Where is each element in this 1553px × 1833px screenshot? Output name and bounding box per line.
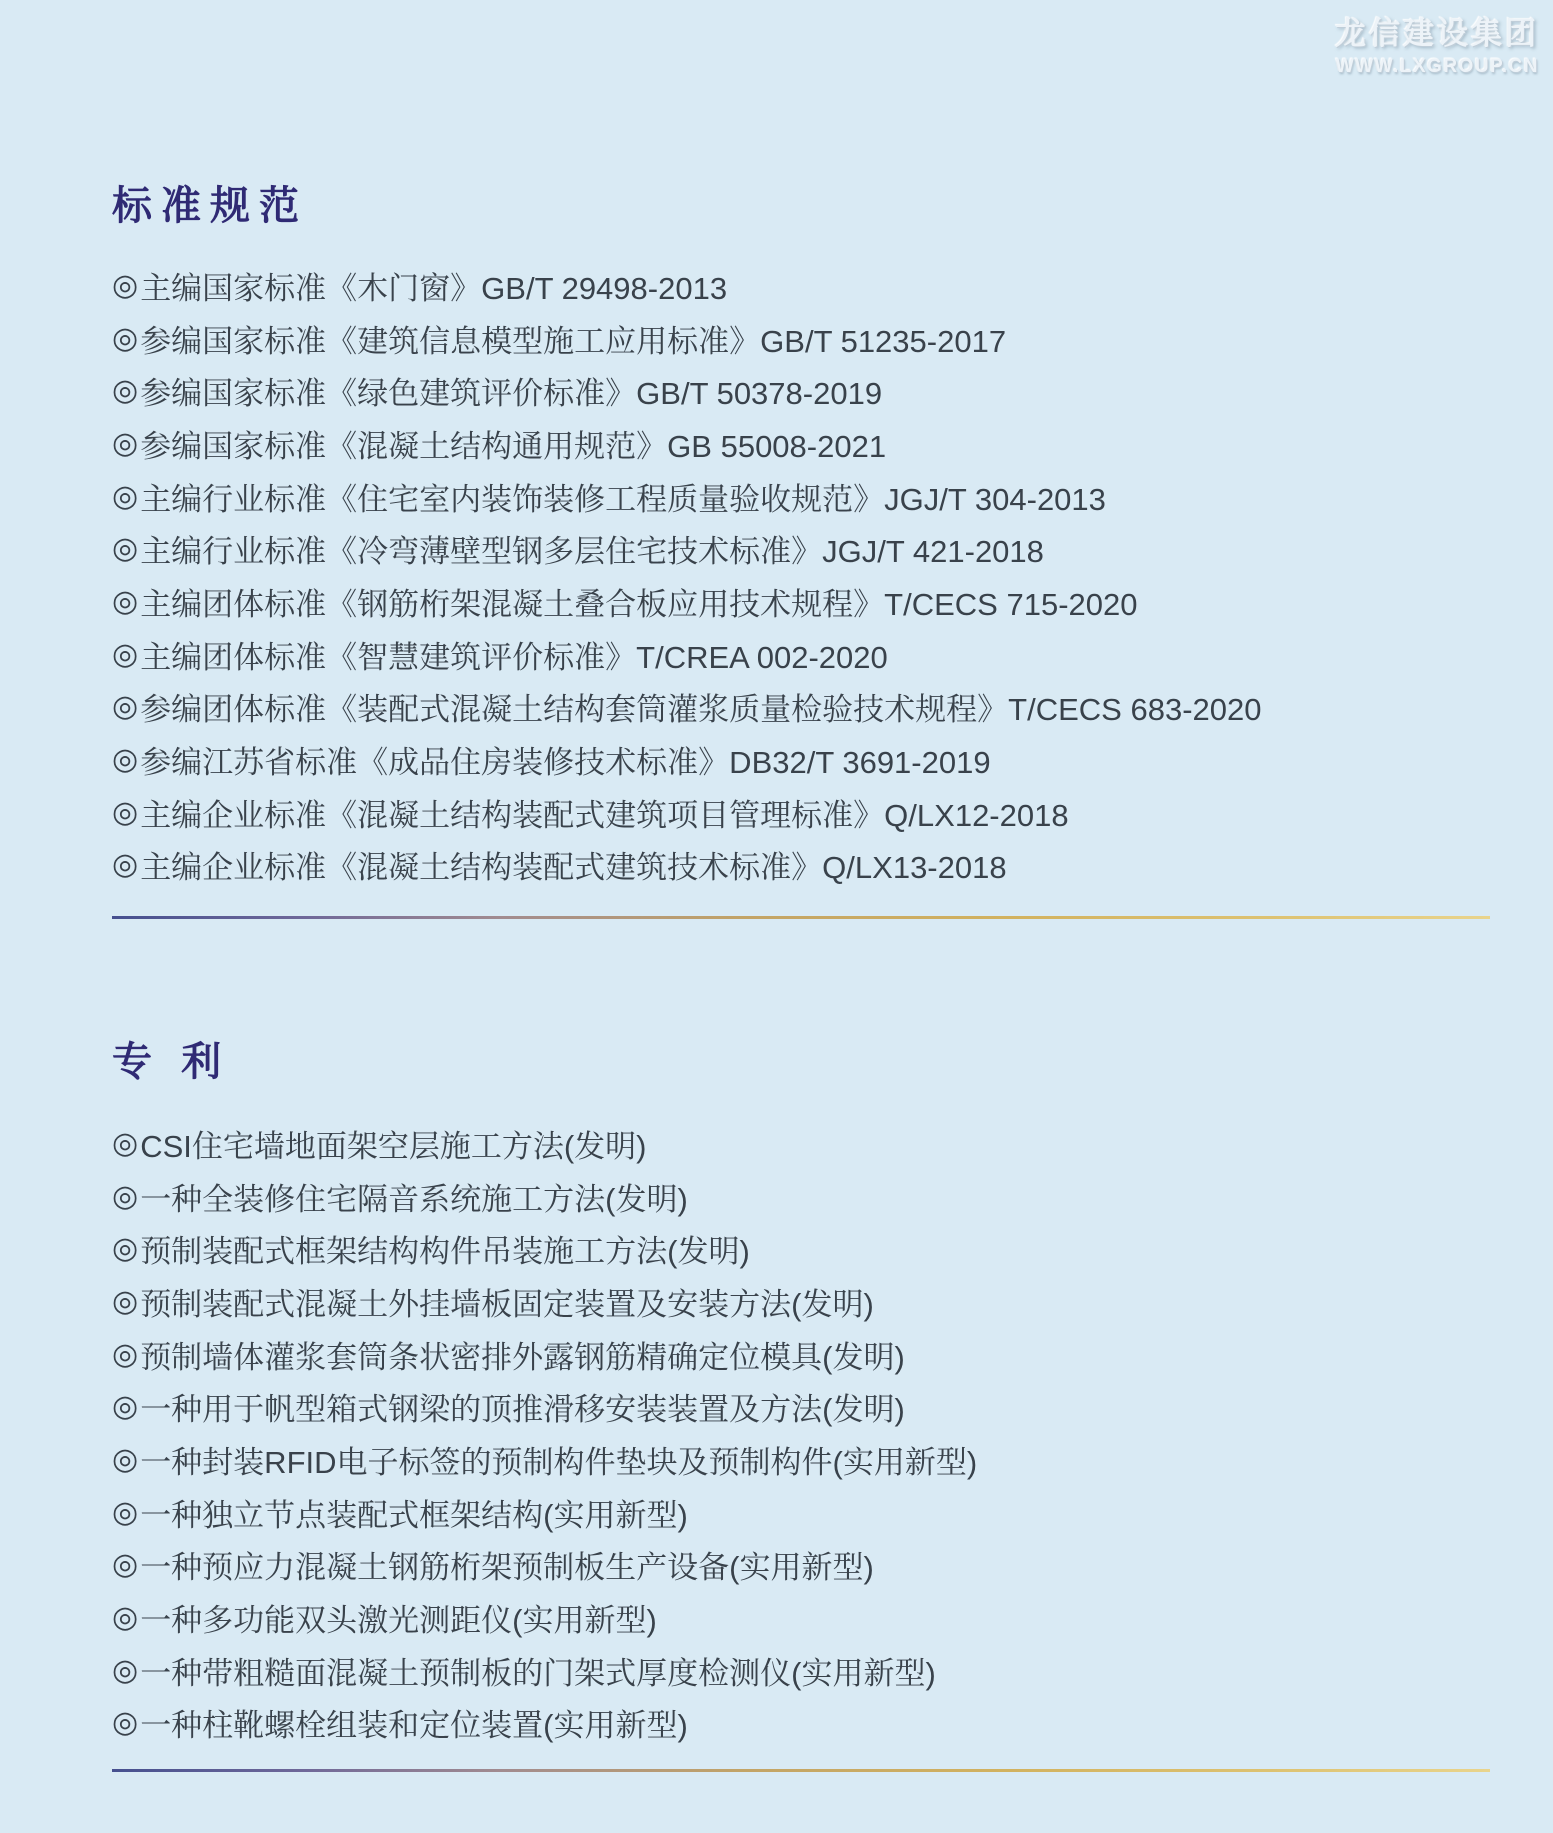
double-circle-bullet-icon: ◎ (112, 1126, 139, 1160)
patent-item-text: 一种独立节点装配式框架结构(实用新型) (140, 1497, 688, 1533)
brand-watermark (1335, 8, 1539, 78)
double-circle-bullet-icon: ◎ (112, 1442, 139, 1476)
double-circle-bullet-icon: ◎ (112, 795, 139, 829)
double-circle-bullet-icon: ◎ (112, 321, 139, 355)
patents-list (112, 1117, 977, 1749)
standard-item-text: 主编团体标准《钢筋桁架混凝土叠合板应用技术规程》T/CECS 715-2020 (140, 586, 1138, 622)
standard-list-item (112, 681, 1261, 734)
patent-item-text: 一种多功能双头激光测距仪(实用新型) (140, 1603, 657, 1639)
double-circle-bullet-icon: ◎ (112, 1706, 139, 1740)
double-circle-bullet-icon: ◎ (112, 268, 139, 302)
gradient-divider (112, 1769, 1490, 1772)
standard-item-text: 参编国家标准《建筑信息模型施工应用标准》GB/T 51235-2017 (140, 323, 1007, 359)
patent-item-text: 预制墙体灌浆套筒条状密排外露钢筋精确定位模具(发明) (140, 1339, 905, 1375)
double-circle-bullet-icon: ◎ (112, 532, 139, 566)
gradient-divider (112, 916, 1490, 919)
standard-item-text: 参编团体标准《装配式混凝土结构套筒灌浆质量检验技术规程》T/CECS 683-2020 (140, 692, 1262, 728)
standard-list-item (112, 839, 1261, 892)
patent-list-item (112, 1644, 977, 1697)
patent-list-item (112, 1486, 977, 1539)
patent-item-text: 预制装配式混凝土外挂墙板固定装置及安装方法(发明) (140, 1286, 874, 1322)
brand-logo-text: 龙信建设集团 (1335, 16, 1539, 51)
standard-item-text: 参编国家标准《混凝土结构通用规范》GB 55008-2021 (140, 428, 887, 464)
patent-list-item (112, 1222, 977, 1275)
standard-item-text: 主编企业标准《混凝土结构装配式建筑技术标准》Q/LX13-2018 (140, 850, 1007, 886)
double-circle-bullet-icon: ◎ (112, 743, 139, 777)
standard-list-item (112, 259, 1261, 312)
patent-item-text: CSI住宅墙地面架空层施工方法(发明) (140, 1128, 647, 1164)
patent-list-item (112, 1380, 977, 1433)
patents-section-title: 专 利 (112, 1040, 231, 1084)
patent-item-text: 一种带粗糙面混凝土预制板的门架式厚度检测仪(实用新型) (140, 1655, 936, 1691)
standard-list-item (112, 522, 1261, 575)
standards-list (112, 259, 1261, 891)
double-circle-bullet-icon: ◎ (112, 637, 139, 671)
double-circle-bullet-icon: ◎ (112, 1495, 139, 1529)
standard-list-item (112, 575, 1261, 628)
standard-item-text: 参编江苏省标准《成品住房装修技术标准》DB32/T 3691-2019 (140, 745, 991, 781)
double-circle-bullet-icon: ◎ (112, 690, 139, 724)
double-circle-bullet-icon: ◎ (112, 1337, 139, 1371)
standard-list-item (112, 733, 1261, 786)
double-circle-bullet-icon: ◎ (112, 374, 139, 408)
double-circle-bullet-icon: ◎ (112, 1179, 139, 1213)
standard-item-text: 参编国家标准《绿色建筑评价标准》GB/T 50378-2019 (140, 376, 883, 412)
standard-item-text: 主编团体标准《智慧建筑评价标准》T/CREA 002-2020 (140, 639, 888, 675)
patent-list-item (112, 1697, 977, 1750)
patent-list-item (112, 1328, 977, 1381)
patent-list-item (112, 1117, 977, 1170)
standard-list-item (112, 312, 1261, 365)
patent-list-item (112, 1433, 977, 1486)
patent-list-item (112, 1275, 977, 1328)
double-circle-bullet-icon: ◎ (112, 1653, 139, 1687)
double-circle-bullet-icon: ◎ (112, 479, 139, 513)
standard-list-item (112, 417, 1261, 470)
patent-list-item (112, 1170, 977, 1223)
patent-list-item (112, 1539, 977, 1592)
double-circle-bullet-icon: ◎ (112, 1284, 139, 1318)
patent-item-text: 一种封装RFID电子标签的预制构件垫块及预制构件(实用新型) (140, 1444, 978, 1480)
standard-item-text: 主编企业标准《混凝土结构装配式建筑项目管理标准》Q/LX12-2018 (140, 797, 1069, 833)
standard-list-item (112, 364, 1261, 417)
standard-item-text: 主编行业标准《冷弯薄壁型钢多层住宅技术标准》JGJ/T 421-2018 (140, 534, 1044, 570)
patent-list-item (112, 1591, 977, 1644)
standard-item-text: 主编行业标准《住宅室内装饰装修工程质量验收规范》JGJ/T 304-2013 (140, 481, 1106, 517)
patent-item-text: 预制装配式框架结构构件吊装施工方法(发明) (140, 1234, 750, 1270)
standards-section-title: 标准规范 (112, 184, 308, 228)
double-circle-bullet-icon: ◎ (112, 1232, 139, 1266)
patent-item-text: 一种用于帆型箱式钢梁的顶推滑移安装装置及方法(发明) (140, 1392, 905, 1428)
double-circle-bullet-icon: ◎ (112, 1390, 139, 1424)
double-circle-bullet-icon: ◎ (112, 1548, 139, 1582)
standard-list-item (112, 786, 1261, 839)
standard-list-item (112, 470, 1261, 523)
patent-item-text: 一种柱靴螺栓组装和定位装置(实用新型) (140, 1708, 688, 1744)
double-circle-bullet-icon: ◎ (112, 426, 139, 460)
double-circle-bullet-icon: ◎ (112, 1601, 139, 1635)
standard-list-item (112, 628, 1261, 681)
patent-item-text: 一种预应力混凝土钢筋桁架预制板生产设备(实用新型) (140, 1550, 874, 1586)
brand-website-text: WWW.LXGROUP.CN (1335, 56, 1539, 77)
double-circle-bullet-icon: ◎ (112, 848, 139, 882)
patent-item-text: 一种全装修住宅隔音系统施工方法(发明) (140, 1181, 688, 1217)
double-circle-bullet-icon: ◎ (112, 584, 139, 618)
standard-item-text: 主编国家标准《木门窗》GB/T 29498-2013 (140, 270, 728, 306)
